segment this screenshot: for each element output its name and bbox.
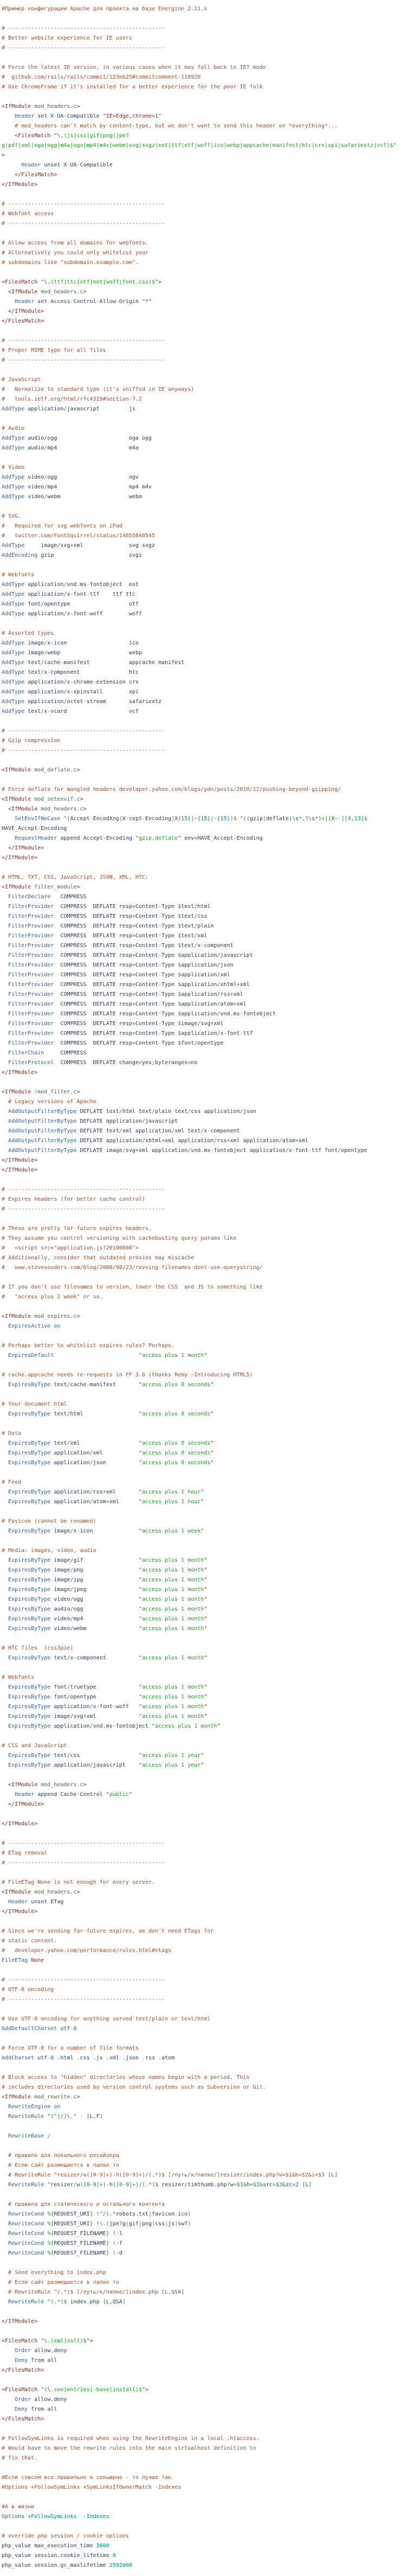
blank-line — [2, 2327, 402, 2336]
comment-line: # "access plus 1 week" or so. — [2, 1294, 103, 1300]
code-line: ExpiresByType text/xml "access plus 0 seconds" — [8, 1440, 214, 1446]
blank-line — [2, 1917, 402, 1927]
code-line: </IfModule> — [2, 182, 38, 188]
comment-line: # ------------------------------------------------ — [2, 748, 165, 754]
comment-line: # Audio — [2, 426, 25, 432]
code-line: ExpiresByType image/jpg "access plus 1 month" — [8, 1577, 208, 1583]
code-line: ExpiresByType image/gif "access plus 1 month" — [8, 1557, 208, 1563]
comment-line: # ------------------------------------------------ — [2, 1206, 165, 1212]
code-line: Header set Access-Control-Allow-Origin "*" — [15, 299, 152, 305]
code-line: FilterProvider COMPRESS DEFLATE resp=Content-Type $image/svg+xml — [8, 1021, 224, 1027]
comment-line: #Если совсем все правильно и секьюрно - то лучше так — [2, 2475, 172, 2481]
blank-line — [2, 92, 402, 102]
comment-line: #Пример конфигурации Apache для проекта на базе Energine 2.11.x — [2, 6, 208, 12]
comment-line: # ------------------------------------------------ — [2, 221, 165, 227]
code-line: ExpiresByType application/rss+xml "access plus 1 hour" — [8, 1489, 204, 1495]
blank-line — [2, 268, 402, 278]
comment-line: # These are pretty far-future expires headers. — [2, 1226, 152, 1232]
code-line: </IfModule> — [2, 1821, 38, 1827]
blank-line — [2, 2463, 402, 2473]
comment-line: # cache.appcache needs re-requests in FF 3.6 (thanks Remy ~Introducing HTML5) — [2, 1372, 253, 1378]
code-line: AddType audio/ogg oga ogg — [2, 435, 152, 441]
comment-line: # static content. — [2, 1938, 57, 1944]
blank-line — [2, 1419, 402, 1429]
blank-line — [2, 2141, 402, 2151]
code-line: ExpiresByType text/html "access plus 0 seconds" — [8, 1411, 214, 1417]
code-line: AddDefaultCharset utf-8 — [2, 2026, 77, 2032]
code-line: ExpiresByType application/json "access plus 0 seconds" — [8, 1460, 214, 1466]
blank-line — [2, 2258, 402, 2268]
blank-line — [2, 863, 402, 873]
blank-line — [2, 2375, 402, 2385]
comment-line: # mod_headers can't match by content-type, but we don't want to send this header on *everything*... — [2, 123, 338, 129]
comment-line: # Send everything to index.php — [2, 2270, 106, 2276]
code-line: Header unset ETag — [8, 1899, 64, 1905]
blank-line — [2, 1361, 402, 1370]
code-line: <IfModule mod_headers.c> — [2, 104, 80, 110]
comment-line: # Your document html — [2, 1401, 67, 1407]
code-line: </FilesMatch> — [15, 172, 57, 178]
comment-line: # RewriteRule ^resizer/w([0-9]+)-h([0-9]+)/(.*)$ [/путь/к/папке/]resizer/index.php?w=$1&h=$2&i=$3 [L] — [2, 2172, 338, 2178]
code-line: SetEnvIfNoCase ^(Accept-EncodXng|X-cept-Encoding|X{15}|~{15}|-{15})$ ^((gzip|deflate)\s*,?\s*)+|[X~-]{4,13}$ — [15, 816, 367, 822]
blank-line — [2, 2522, 402, 2532]
code-line: Deny from all — [15, 2358, 57, 2364]
blank-line — [2, 1468, 402, 1478]
comment-line: # Use UTF-8 encoding for anything served text/plain or text/html — [2, 2016, 211, 2022]
comment-line: # Use ChromeFrame if it's installed for a better experience for the poor IE folk — [2, 84, 263, 90]
blank-line — [2, 2122, 402, 2131]
blank-line — [2, 1868, 402, 1878]
code-line: FilterDeclare COMPRESS — [8, 894, 87, 900]
blank-line — [2, 1731, 402, 1741]
code-line: FilterProvider COMPRESS DEFLATE resp=Content-Type $application/javascript — [8, 952, 253, 958]
code-line: </FilesMatch> — [2, 2367, 44, 2373]
blank-line — [2, 1966, 402, 1975]
comment-line: #А в жизни — [2, 2504, 35, 2510]
code-line: FilterProvider COMPRESS DEFLATE resp=Content-Type $application/xml — [8, 972, 230, 978]
code-line: AddType video/webm webm — [2, 494, 142, 500]
code-line: <IfModule mod_deflate.c> — [2, 767, 80, 773]
comment-line: # правило для локального ресайзера — [2, 2153, 119, 2159]
blank-line — [2, 1536, 402, 1546]
comment-line: # Webfonts — [2, 572, 35, 578]
blank-line — [2, 1078, 402, 1087]
code-line: FilterProvider COMPRESS DEFLATE resp=Content-Type $application/vnd.ms-fontobject — [8, 1011, 276, 1017]
comment-line: # HTML, TXT, CSS, JavaScript, JSON, XML, HTC: — [2, 874, 148, 880]
comment-line: # Proper MIME type for all files — [2, 347, 106, 353]
comment-line: #Options +FollowSymLinks +SymLinksIfOwnerMatch -Indexes — [2, 2484, 181, 2490]
code-line: ExpiresByType image/x-icon "access plus 1 week" — [8, 1528, 204, 1534]
comment-line: # github.com/rails/rails/commit/123eb25#commitcomment-118920 — [2, 74, 201, 80]
blank-line — [2, 619, 402, 629]
comment-line: # ------------------------------------------------ — [2, 1997, 165, 2002]
code-line: </IfModule> — [2, 1909, 38, 1915]
comment-line: # ETag removal — [2, 1850, 48, 1856]
code-line: Order allow,deny — [15, 2397, 67, 2403]
code-line: Options +FollowSymLinks -Indexes — [2, 2514, 109, 2520]
comment-line: # ------------------------------------------------ — [2, 1187, 165, 1193]
code-line: RewriteBase / — [8, 2133, 51, 2139]
comment-line: # twitter.com/FontSquirrel/status/14855840545 — [2, 533, 155, 539]
code-line: AddOutputFilterByType DEFLATE text/xml application/xml text/x-component — [8, 1128, 240, 1134]
code-line: > — [2, 152, 5, 158]
comment-line: # Force deflate for mangled headers developer.yahoo.com/blogs/ydn/posts/2010/12/pushing-beyond-gzipping/ — [2, 787, 341, 793]
code-line: ExpiresByType image/svg+xml "access plus 1 month" — [8, 1714, 208, 1720]
comment-line: # Additionally, consider that outdated proxies may miscache — [2, 1255, 194, 1261]
comment-line: # JavaScript — [2, 377, 41, 383]
code-line: FilterProvider COMPRESS DEFLATE resp=Content-Type $text/plain — [8, 923, 214, 929]
code-line: HAVE_Accept-Encoding — [2, 826, 67, 832]
comment-line: # Feed — [2, 1479, 22, 1485]
code-line: ExpiresByType application/xml "access plus 0 seconds" — [8, 1450, 214, 1456]
blank-line — [2, 756, 402, 765]
code-line: Deny from all — [15, 2406, 57, 2412]
blank-line — [2, 775, 402, 785]
comment-line: # Normalize to standard type (it's sniffed in IE anyways) — [2, 387, 194, 392]
blank-line — [2, 414, 402, 424]
code-line: FilterProvider COMPRESS DEFLATE resp=Content-Type $application/json — [8, 962, 234, 968]
comment-line: # Webfont access — [2, 211, 54, 217]
comment-line: # RewriteRule ^(.*)$ [/путь/к/папке/]index.php [L,QSA] — [2, 2289, 185, 2295]
code-line: AddType application/x-chrome-extension crx — [2, 679, 139, 685]
code-line: FilterProvider COMPRESS DEFLATE resp=Content-Type $text/xml — [8, 933, 208, 939]
code-line: ExpiresActive on — [8, 1323, 61, 1329]
code-line: FilterProvider COMPRESS DEFLATE resp=Content-Type $text/css — [8, 913, 208, 919]
code-line: RewriteRule "(^|/)\." - [L,F] — [8, 2114, 103, 2120]
code-line: AddEncoding gzip svgz — [2, 552, 142, 558]
code-line: <IfModule mod_headers.c> — [2, 1889, 80, 1895]
comment-line: # Since we're sending far-future expires, we don't need ETags for — [2, 1928, 214, 1934]
code-line: AddType text/x-component htc — [2, 669, 139, 675]
code-line: <FilesMatch "\.(ttf|ttc|otf|eot|woff|font.css)$"> — [2, 279, 162, 285]
code-line: AddType video/ogg ogv — [2, 474, 139, 480]
code-line: <IfModule mod_expires.c> — [2, 1313, 80, 1319]
blank-line — [2, 502, 402, 512]
comment-line: # Block access to "hidden" directories whose names begin with a period. This — [2, 2075, 250, 2081]
code-line: ExpiresByType video/ogg "access plus 1 month" — [8, 1596, 208, 1602]
comment-line: # Would have to move the rewrite rules into the main virtualhost definition to — [2, 2445, 256, 2451]
code-line: FilterProvider COMPRESS DEFLATE resp=Content-Type $text/html — [8, 904, 211, 910]
blank-line — [2, 1390, 402, 1400]
comment-line: # Force the latest IE version, in various cases when it may fall back to IE7 mode — [2, 65, 266, 70]
comment-line: # HTC files (css3pie) — [2, 1645, 74, 1651]
comment-line: # ------------------------------------------------ — [2, 45, 165, 51]
comment-line: # ------------------------------------------------ — [2, 357, 165, 363]
blank-line — [2, 2307, 402, 2317]
comment-line: # ------------------------------------------------ — [2, 201, 165, 207]
code-line: <FilesMatch "\.(xml|xslt)$"> — [2, 2338, 93, 2344]
code-line: ExpiresByType image/png "access plus 1 month" — [8, 1567, 208, 1573]
code-line: ExpiresByType text/x-component "access plus 1 month" — [8, 1655, 208, 1661]
comment-line: # If you don't use filenames to version, lower the CSS and JS to something like — [2, 1284, 263, 1290]
code-line: RequestHeader append Accept-Encoding "gzip,deflate" env=HAVE_Accept-Encoding — [15, 835, 263, 841]
blank-line — [2, 1175, 402, 1185]
code-line: php_value max_execution_time 3600 — [2, 2543, 109, 2549]
comment-line: # ------------------------------------------------ — [2, 1840, 165, 1846]
code-line: AddType application/octet-stream safariextz — [2, 699, 162, 705]
code-line: Header append Cache-Control "public" — [15, 1792, 132, 1798]
comment-line: # <script src="application.js?20100608"> — [2, 1245, 139, 1251]
code-line: FilterProvider COMPRESS DEFLATE resp=Content-Type $application/x-font-ttf — [8, 1031, 253, 1036]
code-line: ExpiresByType application/atom+xml "access plus 1 hour" — [8, 1499, 204, 1505]
code-line: FilterChain COMPRESS — [8, 1050, 87, 1056]
blank-line — [2, 1331, 402, 1341]
code-line: ExpiresByType video/webm "access plus 1 month" — [8, 1626, 208, 1632]
comment-line: # SVG. — [2, 513, 22, 519]
comment-line: # Если сайт размещается в папке то — [2, 2162, 119, 2168]
code-line: Header set X-UA-Compatible "IE=Edge,chrome=1" — [15, 113, 162, 119]
blank-line — [2, 453, 402, 463]
code-line: ExpiresDefault "access plus 1 month" — [8, 1353, 208, 1358]
blank-line — [2, 1829, 402, 1839]
code-line: RewriteCond %{REQUEST_URI} !^/(.*robots.txt|favicon.ico) — [8, 2211, 191, 2217]
blank-line — [2, 229, 402, 239]
code-line: php_value session.gc_maxlifetime 2592000 — [2, 2562, 132, 2568]
code-line: FilterProvider COMPRESS DEFLATE resp=Content-Type $application/atom+xml — [8, 1001, 247, 1007]
code-line: </IfModule> — [8, 1801, 44, 1807]
blank-line — [2, 53, 402, 63]
code-line: </FilesMatch> — [2, 2416, 44, 2422]
comment-line: # Better website experience for IE users — [2, 35, 132, 41]
code-line: RewriteEngine on — [8, 2104, 61, 2110]
comment-line: # ------------------------------------------------ — [2, 728, 165, 734]
code-line: AddType video/mp4 mp4 m4v — [2, 484, 152, 490]
code-line: </IfModule> — [2, 1157, 38, 1163]
code-line: </FilesMatch> — [2, 318, 44, 324]
code-line: FilterProvider COMPRESS DEFLATE resp=Content-Type $application/rss+xml — [8, 991, 243, 997]
comment-line: # Webfonts — [2, 1675, 35, 1680]
comment-line: # Data — [2, 1431, 22, 1437]
code-line: AddType application/vnd.ms-fontobject eot — [2, 582, 139, 588]
code-line: AddType image/webp webp — [2, 650, 142, 656]
code-line: AddCharset utf-8 .html .css .js .xml .json .rss .atom — [2, 2055, 175, 2061]
blank-line — [2, 717, 402, 726]
comment-line: # ------------------------------------------------ — [2, 1977, 165, 1983]
code-line: AddType application/x-xpinstall xpi — [2, 689, 139, 695]
comment-line: # www.stevesouders.com/blog/2008/08/23/revving-filenames-dont-use-querystring/ — [2, 1265, 263, 1271]
comment-line: # Required for svg webfonts on iPad — [2, 523, 122, 529]
blank-line — [2, 2034, 402, 2044]
code-lines — [2, 4, 402, 2571]
comment-line: # ------------------------------------------------ — [2, 338, 165, 344]
code-line: </IfModule> — [2, 2319, 38, 2324]
code-line: </IfModule> — [8, 308, 44, 314]
code-line: AddType application/x-font-woff woff — [2, 611, 142, 617]
code-line: FilterProvider COMPRESS DEFLATE resp=Content-Type $font/opentype — [8, 1040, 224, 1046]
comment-line: # Если сайт размещается в папке то — [2, 2279, 119, 2285]
blank-line — [2, 2005, 402, 2014]
blank-line — [2, 2493, 402, 2502]
comment-line: # fix that. — [2, 2455, 38, 2461]
code-line: RewriteCond %{REQUEST_FILENAME} !-f — [8, 2240, 122, 2246]
code-line: AddOutputFilterByType DEFLATE application/xhtml+xml application/rss+xml application/atom+xml — [8, 1138, 309, 1144]
comment-line: # Alternatively you could only whitelist your — [2, 250, 148, 256]
code-line: AddOutputFilterByType DEFLATE text/html text/plain text/css application/json — [8, 1109, 256, 1115]
blank-line — [2, 190, 402, 199]
code-line: FileETag None — [2, 1957, 44, 1963]
code-line: RewriteRule ^resizer/w([0-9]+)-h([0-9]+)/(.*)$ resizer/timthumb.php?w=$1&h=$2&src=$3&zc=2 [L] — [8, 2182, 312, 2188]
comment-line: # override php session / cookie options — [2, 2533, 129, 2539]
comment-line: # Perhaps better to whitelist expires rules? Perhaps. — [2, 1343, 175, 1349]
code-line: ExpiresByType video/mp4 "access plus 1 month" — [8, 1616, 208, 1622]
code-line: ExpiresByType audio/ogg "access plus 1 month" — [8, 1606, 208, 1612]
comment-line: # Force UTF-8 for a number of file formats — [2, 2045, 139, 2051]
blank-line — [2, 1809, 402, 1819]
code-line: php_value session.cookie_lifetime 0 — [2, 2553, 116, 2559]
code-line: ExpiresByType image/jpeg "access plus 1 month" — [8, 1587, 208, 1593]
code-line: g|pdf|xml|oga|ogg|m4a|ogv|mp4|m4v|webm|svg|svgz|eot|ttf|otf|woff|ico|webp|appcache|manifest|htc|crx|xpi|safariextz|vcf)$" — [2, 143, 397, 149]
code-line: ExpiresByType application/x-font-woff "access plus 1 month" — [8, 1704, 208, 1710]
code-line: RewriteRule ^(.*)$ index.php [L,QSA] — [8, 2299, 126, 2305]
code-line: </IfModule> — [2, 855, 38, 861]
code-line: <IfModule !mod_filter.c> — [2, 1089, 80, 1095]
blank-line — [2, 2063, 402, 2073]
code-line: ExpiresByType application/vnd.ms-fontobject "access plus 1 month" — [8, 1723, 221, 1729]
comment-line: # Media: images, video, audio — [2, 1548, 96, 1554]
code-line: </IfModule> — [8, 845, 44, 851]
code-line: AddType text/cache-manifest appcache manifest — [2, 660, 185, 666]
blank-line — [2, 1663, 402, 1673]
code-line: <IfModule filter_module> — [2, 884, 80, 890]
blank-line — [2, 1302, 402, 1312]
comment-line: # They assume you control versioning with cachebusting query params like — [2, 1235, 237, 1241]
blank-line — [2, 1770, 402, 1780]
code-line: AddType image/svg+xml svg svgz — [2, 543, 155, 549]
code-line: AddOutputFilterByType DEFLATE application/javascript — [8, 1118, 178, 1124]
comment-line: # FollowSymLinks is required when using the RewriteEngine in a local .htaccess. — [2, 2436, 260, 2442]
code-line: <IfModule mod_headers.c> — [8, 289, 87, 295]
comment-line: # Favicon (cannot be renamed) — [2, 1518, 96, 1524]
blank-line — [2, 14, 402, 24]
comment-line: # Allow access from all domains for webfonts. — [2, 240, 148, 246]
comment-line: # Gzip compression — [2, 738, 61, 744]
comment-line: # CSS and JavaScript — [2, 1743, 67, 1749]
code-line: FilterProtocol COMPRESS DEFLATE change=yes;byteranges=no — [8, 1060, 198, 1066]
comment-line: # FileETag None is not enough for every server. — [2, 1879, 155, 1885]
blank-line — [2, 1214, 402, 1224]
code-line: <FilesMatch "(\.svn|entries|-base|install)$"> — [2, 2387, 148, 2393]
comment-line: # ------------------------------------------------ — [2, 1860, 165, 1866]
comment-line: # Assorted types — [2, 630, 54, 636]
comment-line: # ------------------------------------------------ — [2, 25, 165, 31]
code-line: RewriteCond %{REQUEST_URI} !\.(jpe?g|gif|png|css|js|swf) — [8, 2221, 191, 2227]
code-line: <IfModule mod_setenvif.c> — [2, 796, 83, 802]
code-line: AddType audio/mp4 m4a — [2, 445, 139, 451]
comment-line: # developer.yahoo.com/performance/rules.html#etags — [2, 1948, 172, 1954]
comment-line: # Legacy versions of Apache — [2, 1099, 96, 1105]
code-line: ExpiresByType text/cache-manifest "access plus 0 seconds" — [8, 1382, 214, 1388]
code-line: FilterProvider COMPRESS DEFLATE resp=Content-Type $application/xhtml+xml — [8, 982, 250, 988]
code-line: <IfModule mod_headers.c> — [8, 1782, 87, 1788]
blank-line — [2, 561, 402, 570]
code-line: </IfModule> — [2, 1070, 38, 1076]
code-line: AddType text/x-vcard vcf — [2, 709, 139, 714]
code-line: AddType application/x-font-ttf ttf ttc — [2, 591, 135, 597]
comment-line: # tools.ietf.org/html/rfc4329#section-7.2 — [2, 396, 142, 402]
comment-line: # subdomains like "subdomain.example.com". — [2, 260, 139, 266]
blank-line — [2, 365, 402, 375]
code-line: AddOutputFilterByType DEFLATE image/svg+xml application/vnd.ms-fontobject application/x-font-ttf font/opentype — [8, 1148, 367, 1154]
code-line: <IfModule mod_rewrite.c> — [2, 2094, 80, 2100]
code-line: ExpiresByType text/css "access plus 1 year" — [8, 1753, 204, 1759]
blank-line — [2, 1273, 402, 1283]
comment-line: # Expires headers (for better cache control) — [2, 1196, 145, 1202]
code-line: FilterProvider COMPRESS DEFLATE resp=Content-Type $text/x-component — [8, 943, 234, 949]
code-line: AddType application/javascript js — [2, 406, 135, 412]
blank-line — [2, 326, 402, 336]
code-line: ExpiresByType application/javascript "access plus 1 year" — [8, 1762, 204, 1768]
code-line: AddType font/opentype otf — [2, 601, 139, 607]
code-line: Order allow,deny — [15, 2348, 67, 2354]
comment-line: # UTF-8 encoding — [2, 1987, 54, 1993]
code-line: </IfModule> — [2, 1167, 38, 1173]
comment-line: # includes directories used by version control systems such as Subversion or Git. — [2, 2084, 266, 2090]
code-line: RewriteCond %{REQUEST_FILENAME} !-l — [8, 2231, 122, 2237]
code-line: <FilesMatch "\.(js|css|gif|png|jpe? — [15, 133, 129, 139]
blank-line — [2, 1634, 402, 1644]
comment-line: # правила для статического и остального контента — [2, 2201, 165, 2207]
code-line: <IfModule mod_headers.c> — [8, 806, 87, 812]
blank-line — [2, 2424, 402, 2434]
blank-line — [2, 1507, 402, 1517]
code-line: Header unset X-UA-Compatible — [21, 162, 113, 168]
code-line: ExpiresByType font/opentype "access plus 1 month" — [8, 1694, 208, 1700]
code-line: AddType image/x-icon ico — [2, 640, 139, 646]
code-line: ExpiresByType font/truetype "access plus 1 month" — [8, 1684, 208, 1690]
blank-line — [2, 2190, 402, 2200]
comment-line: # Video — [2, 465, 25, 471]
code-line: RewriteCond %{REQUEST_FILENAME} !-d — [8, 2250, 122, 2256]
